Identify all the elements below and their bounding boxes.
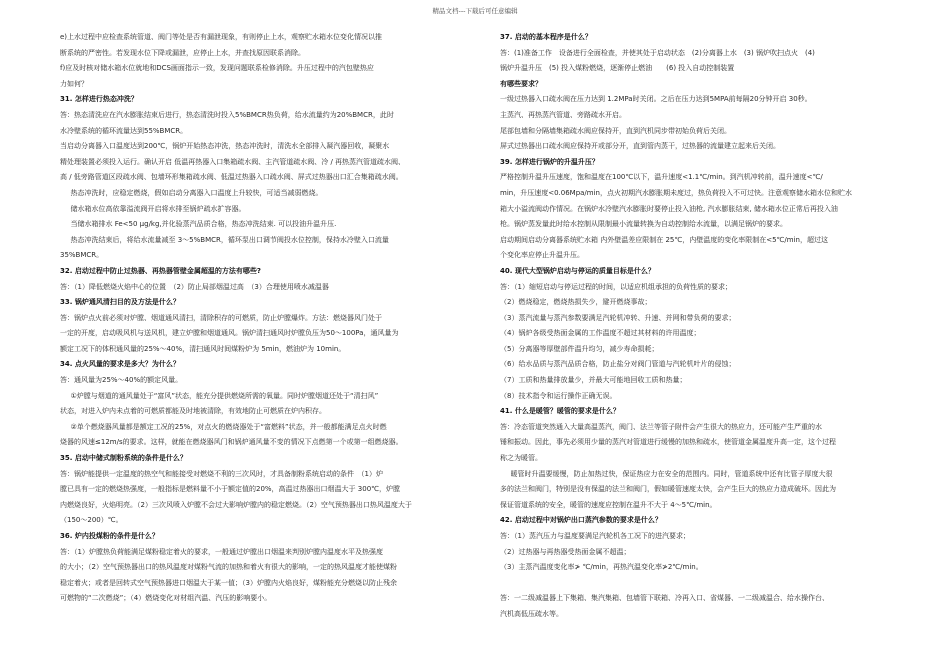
text-line: 稳定着火；或者是回转式空气预热器进口烟温大于某一值；（3）炉膛内火焰良好，煤粉能充分燃烧以防止残余 xyxy=(60,578,397,587)
text-line: 热态冲洗时，应稳定燃烧，假如启动分离器入口温度上升较快，可适当减弱燃烧。 xyxy=(70,188,323,197)
text-line: （6）给水品质与蒸汽品质合格，防止盐分对阀门管道与汽轮机叶片的侵蚀； xyxy=(500,360,736,369)
text-line: 力如何？ xyxy=(60,79,88,88)
question-heading: 34. 点火风量的要求是多大？为什么？ xyxy=(60,360,180,369)
text-line: （3）主蒸汽温度变化率≯ ℃/min，再热汽温变化率≯2℃/min。 xyxy=(500,563,703,572)
text-line: 屏式过热器出口疏水阀应保持开或部分开，直到管内蒸干，过热器的流量建立起来后关闭。 xyxy=(500,142,780,151)
text-line: （2）燃烧稳定，燃烧热损失少，避开燃烧事故； xyxy=(500,298,652,307)
question-heading: 40. 现代大型锅炉启动与停运的质量目标是什么？ xyxy=(500,266,655,275)
text-line: ②单个燃烧器风量都是额定工况的25%，对点火的燃烧器处于“富燃料”状态，并一般都能满足点火时燃 xyxy=(70,422,387,431)
text-line: 个变化率应停止升温升压。 xyxy=(500,251,584,260)
text-line: 精处理装置必须投入运行。确认开启 低温再热器入口集箱疏水阀、主汽管道疏水阀、冷 / 再热蒸汽管道疏水阀、 xyxy=(60,157,406,166)
text-line: 内燃烧良好，火焰明亮。（2）三次风喷入炉膛不会过大影响炉膛内的稳定燃烧。（2）空气预热器出口热风温度大于 xyxy=(60,500,412,509)
text-line: 枪。锅炉蒸发量此时给水控制从限制最小流量转换为自动控制给水流量，以满足锅炉的要求。 xyxy=(500,220,787,229)
text-line: 启动期间启动分离器系统贮水箱 内外壁温差应限制在 25℃，内壁温度的变化率限制在<5℃/min，超过这 xyxy=(500,235,828,244)
text-line: 水冷壁系统的循环流量达到55%BMCR。 xyxy=(60,126,188,135)
question-heading: 37. 启动的基本程序是什么？ xyxy=(500,33,592,41)
text-line: 储水箱水位高依靠溢流阀开启将水排至锅炉疏水扩容器。 xyxy=(70,204,246,213)
question-heading: 35. 启动中储式制粉系统的条件是什么？ xyxy=(60,454,187,463)
text-line: （4）锅炉各级受热面金属的工作温度不超过其材料的许用温度； xyxy=(500,329,701,338)
text-line: 热态冲洗结束后，将给水流量减至 3～5%BMCR，循环泵出口调节阀投水位控制，保持水冷壁入口流量 xyxy=(70,235,389,244)
text-line: 答：(1)准备工作 设备进行全面检查，并使其处于启动状态 (2)分离器上水 (3) 锅炉吹扫点火 (4) xyxy=(500,48,815,57)
text-line: 烧器的风速≤12m/s的要求。这样，就能在燃烧器风门和锅炉通风量不变的情况下点燃第一个或第一组燃烧器。 xyxy=(60,438,403,447)
text-line: （8）技术指令和运行操作正确无误。 xyxy=(500,391,617,400)
text-line: 答：（1）蒸汽压力与温度要满足汽轮机各工况下的进汽要求； xyxy=(500,532,690,540)
text-line: f)应及时核对储水箱水位就地和DCS画面指示一致，发现问题联系检修消除。升压过程中的汽包壁热应 xyxy=(60,64,374,73)
text-line: 35%BMCR。 xyxy=(60,251,104,260)
text-line: 答：（1）缩短启动与停运过程的时间，以适应机组承担的负荷性质的要求； xyxy=(500,282,732,291)
text-line: （3）蒸汽流量与蒸汽参数要满足汽轮机冲转、升速、并网和带负荷的要求； xyxy=(500,313,736,322)
text-line: e)上水过程中应检查系统管道、阀门等处是否有漏泄现象，有则停止上水，观察贮水箱水位变化情况以推 xyxy=(60,33,383,41)
text-line: 的大小；（2）空气预热器出口的热风温度对煤粉气流的加热和着火有很大的影响，一定的热风温度才能使煤粉 xyxy=(60,563,397,572)
text-line: 当启动分离器入口温度达到200℃，锅炉开始热态冲洗，热态冲洗时，清洗水全部排入凝汽器回收，凝聚水 xyxy=(60,142,390,151)
text-line: 答：（1）降低燃烧火焰中心的位置 （2）防止局部烟温过高 （3）合理使用喷水减温器 xyxy=(60,282,329,291)
text-line: 暖管时升温要缓慢，防止加热过快，保证热应力在安全的范围内。同时，管道系统中还有比管子厚度大很 xyxy=(510,469,833,478)
text-line: 尾部包墙和分隔墙集箱疏水阀应保持开，直到汽机同步带初始负荷后关闭。 xyxy=(500,126,731,135)
question-heading: 39. 怎样进行锅炉的升温升压？ xyxy=(500,157,599,166)
text-line: 可燃物的“二次燃烧”；（4）燃烧变化对材组汽温、汽压的影响要小。 xyxy=(60,594,272,603)
text-line: 答：锅炉点火前必须对炉膛、烟道通风清扫，清除积存的可燃质，防止炉膛爆炸。方法：燃烧器风门处于 xyxy=(60,313,382,322)
text-line: 一级过热器入口疏水阀在压力达到 1.2MPa时关闭。之后在压力达到5MPA前每隔20分钟开启 30秒。 xyxy=(500,95,812,104)
text-line: 保证管道系统的安全，暖管的速度应控制在温升不大于 4～5℃/min。 xyxy=(500,500,717,509)
text-line: 汽机高低压疏水等。 xyxy=(500,609,563,618)
text-line: min，升压速度<0.06Mpa/min，点火初期汽水膨胀期未度过，热负荷投入不可过快。注意观察储水箱水位和贮水 xyxy=(500,188,852,197)
question-heading: 33. 锅炉通风清扫目的及方法是什么？ xyxy=(60,298,180,307)
text-line: （150～200）℃。 xyxy=(60,516,123,525)
text-line: 箱大小溢流阀动作情况。在锅炉水冷壁汽水膨胀时要停止投入油枪, 汽水膨胀结束, 储水箱水位正常后再投入油 xyxy=(500,204,838,213)
text-line: 答：冷态管道突然通入大量高温蒸汽，阀门、法兰等管子附件会产生很大的热应力，还可能产生严重的水 xyxy=(500,422,822,431)
text-line: 状态，对进入炉内未点着的可燃质都能及时地被清除，有效地防止可燃质在炉内积存。 xyxy=(60,407,326,416)
right-column xyxy=(500,30,892,623)
question-heading: 31. 怎样进行热态冲洗？ xyxy=(60,95,138,104)
text-line: 主蒸汽、再热蒸汽管道、旁路疏水开启。 xyxy=(500,110,626,119)
text-line: 额定工况下的体积通风量的25%～40%，清扫通风时间煤粉炉为 5min，燃油炉为 10min。 xyxy=(60,344,346,353)
text-line: 严格控制升温升压速度，饱和温度在100℃以下，温升速度<1.1℃/min。到汽机冲转前，温升速度<℃/ xyxy=(500,173,823,182)
text-line: 答：一二级减温器上下集箱、集汽集箱、包墙管下联箱、冷再入口、省煤器、一二级减温合、给水操作台、 xyxy=(500,594,829,603)
question-heading: 有哪些要求？ xyxy=(500,79,542,88)
left-column xyxy=(60,30,480,607)
text-line: 答：（1）炉膛热负荷能满足煤粉稳定着火的要求，一般通过炉膛出口烟温来判别炉膛内温度水平及热强度 xyxy=(60,547,383,556)
text-line: 答：热态清洗应在汽水膨胀结束后进行，热态清洗时投入5%BMCR热负荷，给水流量约为20%BMCR，此时 xyxy=(60,110,394,119)
text-line: 锅炉升温升压 (5) 投入煤粉燃烧，逐渐停止燃油 (6) 投入自动控制装置 xyxy=(500,64,735,73)
text-line: 一定的开度，启动吸风机与送风机，建立炉膛和烟道通风。锅炉清扫通风时炉膛负压为50～100Pa，通风量为 xyxy=(60,329,399,338)
page-header: 精品文档---下载后可任意编辑 xyxy=(432,7,518,15)
text-line: 膛已具有一定的燃烧热强度，一般指标是燃料量不小于额定值的20%，高温过热器出口烟温大于 300℃，炉膛 xyxy=(60,485,401,494)
text-line: 锤和振动。因此，事先必须用少量的蒸汽对管道进行缓慢的加热和疏水，使管道金属温度升高一定，这个过程 xyxy=(500,438,836,447)
text-line: （5）分离器等厚壁部件温升均匀，减少寿命损耗； xyxy=(500,344,659,353)
question-heading: 42. 启动过程中对锅炉出口蒸汽参数的要求是什么？ xyxy=(500,516,662,525)
question-heading: 36. 炉内投煤粉的条件是什么？ xyxy=(60,532,159,540)
text-line: （7）工质和热量排放量少，并最大可能地回收工质和热量； xyxy=(500,376,687,385)
text-line: 高 / 低旁路管道区段疏水阀、包墙环形集箱疏水阀、低温过热器入口疏水阀、屏式过热器出口汇合集箱疏水阀。 xyxy=(60,173,403,182)
text-line: 答：通风量为25%～40%的额定风量。 xyxy=(60,376,183,385)
text-line: 称之为暖管。 xyxy=(500,454,542,463)
text-line: 答：锅炉能提供一定温度的热空气和能接受对燃烧不利的三次风时，才具备制粉系统启动的条件 （1）炉 xyxy=(60,469,383,478)
question-heading: 32. 启动过程中防止过热器、再热器管壁金属超温的方法有哪些? xyxy=(60,266,261,275)
text-line: ①炉膛与烟道的通风量处于“富风”状态，能充分提供燃烧所需的氧量。同时炉膛烟道还处于“清扫风” xyxy=(70,391,379,400)
text-line: 断系统的严密性。若发现水位下降或漏泄，应停止上水，并查找原因联系消除。 xyxy=(60,48,305,57)
text-line: 当储水箱排水 Fe<50 μg/kg,并化验蒸汽品质合格，热态冲洗结束. 可以投油升温升压. xyxy=(70,220,337,229)
text-line: 多的法兰和阀门，特别是没有保温的法兰和阀门，假如暖管速度太快，会产生巨大的热应力造成破坏。因此为 xyxy=(500,485,836,494)
question-heading: 41. 什么是暖管？暖管的要求是什么？ xyxy=(500,407,620,416)
text-line: （2）过热器与再热器受热面金属不超温； xyxy=(500,547,631,556)
text-line xyxy=(500,576,892,592)
